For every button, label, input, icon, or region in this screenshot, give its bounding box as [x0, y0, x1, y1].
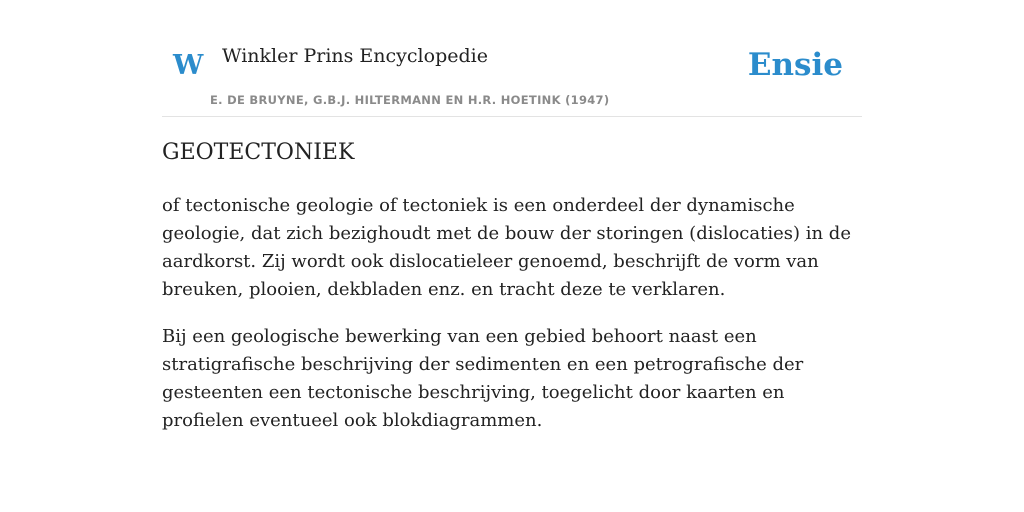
page	[162, 0, 862, 512]
source-authors: E. DE BRUYNE, G.B.J. HILTERMANN EN H.R. HOETINK (1947)	[210, 93, 610, 107]
article-body	[162, 192, 862, 454]
winkler-prins-logo[interactable]: W	[173, 50, 204, 81]
article-header	[162, 0, 862, 117]
article-paragraph: of tectonische geologie of tectoniek is een onderdeel der dynamische geologie, dat zich bezighoudt met de bouw der storingen (dislocaties) in de aardkorst. Zij wordt ook dislocatieleer genoemd, beschrijft de vorm van breuken, plooien, dekbladen enz. en tracht deze te verklaren.	[162, 195, 851, 300]
article-title: GEOTECTONIEK	[162, 140, 355, 165]
article-paragraph: Bij een geologische bewerking van een gebied behoort naast een stratigrafische beschrijving der sedimenten en een petrografische der gesteenten een tectonische beschrijving, toegelicht door kaarten en profielen eventueel ook blokdiagrammen.	[162, 326, 804, 431]
ensie-logo-link[interactable]: Ensie	[747, 47, 843, 83]
source-title[interactable]: Winkler Prins Encyclopedie	[222, 45, 488, 67]
